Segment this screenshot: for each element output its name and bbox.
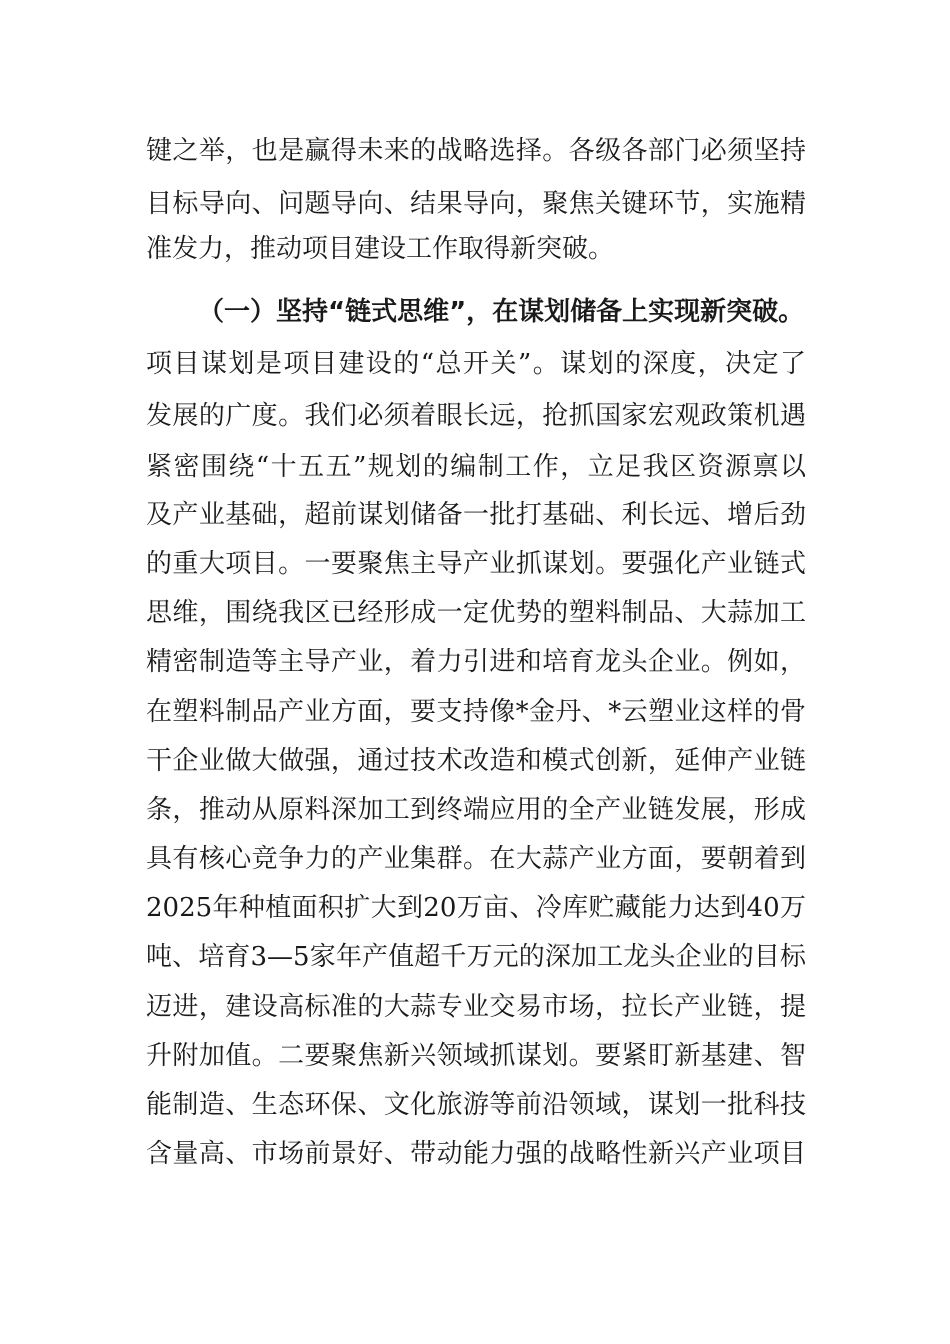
body-line-15: 升附加值。二要聚焦新兴领域抓谋划。要紧盯新基建、智 — [146, 1041, 806, 1071]
body-line-7: 精密制造等主导产业，着力引进和培育龙头企业。例如， — [146, 647, 806, 677]
body-line-9: 干企业做大做强，通过技术改造和模式创新，延伸产业链 — [146, 746, 806, 776]
body-line-5: 的重大项目。一要聚焦主导产业抓谋划。要强化产业链式 — [146, 549, 806, 579]
intro-line-2: 目标导向、问题导向、结果导向，聚焦关键环节，实施精 — [146, 189, 806, 219]
body-line-3: 紧密围绕“十五五”规划的编制工作，立足我区资源禀以 — [146, 452, 806, 482]
body-line-14: 迈进，建设高标准的大蒜专业交易市场，拉长产业链，提 — [146, 992, 806, 1022]
body-line-13: 吨、培育3—5家年产值超千万元的深加工龙头企业的目标 — [146, 942, 806, 972]
body-line-11: 具有核心竞争力的产业集群。在大蒜产业方面，要朝着到 — [146, 844, 806, 874]
section-heading: （一）坚持“链式思维”，在谋划储备上实现新突破。 — [198, 297, 805, 327]
body-line-8: 在塑料制品产业方面，要支持像*金丹、*云塑业这样的骨 — [146, 697, 806, 727]
intro-line-1: 键之举，也是赢得未来的战略选择。各级各部门必须坚持 — [146, 136, 806, 166]
body-line-1: 项目谋划是项目建设的“总开关”。谋划的深度，决定了 — [146, 349, 806, 379]
body-line-4: 及产业基础，超前谋划储备一批打基础、利长远、增后劲 — [146, 500, 806, 530]
body-line-2: 发展的广度。我们必须着眼长远，抢抓国家宏观政策机遇 — [146, 401, 806, 431]
body-line-12: 2025年种植面积扩大到20万亩、冷库贮藏能力达到40万 — [146, 893, 806, 923]
body-line-6: 思维，围绕我区已经形成一定优势的塑料制品、大蒜加工 — [146, 598, 806, 628]
body-line-16: 能制造、生态环保、文化旅游等前沿领域，谋划一批科技 — [146, 1090, 806, 1120]
body-line-10: 条，推动从原料深加工到终端应用的全产业链发展，形成 — [146, 795, 806, 825]
body-line-17: 含量高、市场前景好、带动能力强的战略性新兴产业项目 — [146, 1139, 806, 1169]
intro-line-3: 准发力，推动项目建设工作取得新突破。 — [146, 234, 615, 264]
